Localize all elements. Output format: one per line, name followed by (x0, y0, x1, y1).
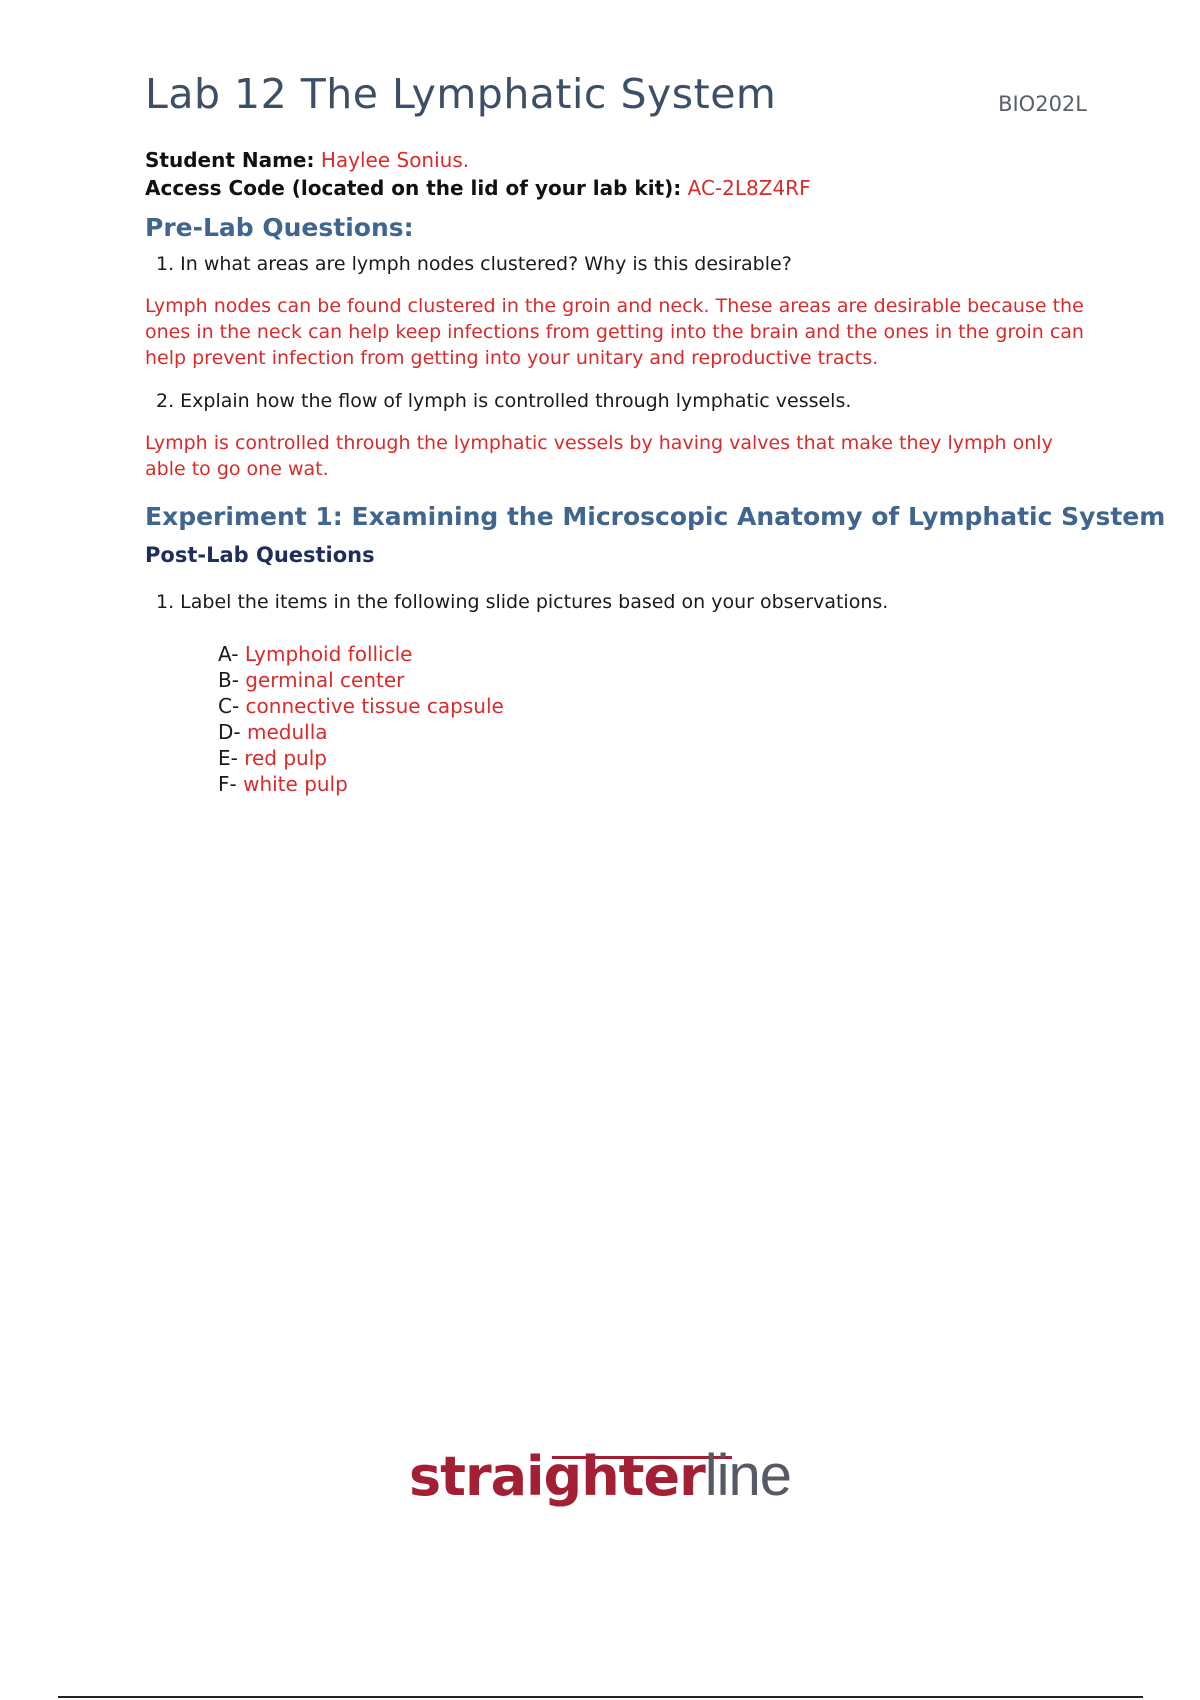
label-letter: E- (218, 746, 238, 770)
logo-light-text: line (704, 1443, 791, 1508)
label-item-e (218, 745, 504, 771)
course-code: BIO202L (998, 92, 1087, 116)
postlab-heading: Post-Lab Questions (145, 543, 375, 567)
student-info (145, 146, 811, 202)
prelab-answer-2: Lymph is controlled through the lymphatic vessels by having valves that make they lymph only able to go one wat. (145, 432, 1053, 480)
prelab-question-2: 2. Explain how the flow of lymph is controlled through lymphatic vessels. (156, 390, 852, 412)
label-answer: germinal center (245, 668, 405, 692)
postlab-question-1: 1. Label the items in the following slide pictures based on your observations. (156, 591, 889, 613)
label-letter: A- (218, 642, 239, 666)
label-item-d (218, 719, 504, 745)
page-bottom-rule (58, 1696, 1143, 1698)
label-letter: F- (218, 772, 237, 796)
prelab-answer-1: Lymph nodes can be found clustered in the groin and neck. These areas are desirable because the ones in the neck can help keep infections from getting into the brain and the ones in the groin can help prevent infection from getting into your unitary and reproductive tracts. (145, 295, 1084, 369)
straighterline-logo (0, 1442, 1200, 1509)
access-code-label: Access Code (located on the lid of your lab kit): (145, 176, 682, 200)
label-item-c (218, 693, 504, 719)
label-letter: D- (218, 720, 241, 744)
access-code-row (145, 174, 811, 202)
page-title: Lab 12 The Lymphatic System (145, 70, 777, 118)
student-name-value: Haylee Sonius. (320, 148, 470, 172)
label-item-b (218, 667, 504, 693)
student-name-label: Student Name: (145, 148, 315, 172)
student-name-row (145, 146, 811, 174)
label-answer: medulla (246, 720, 328, 744)
prelab-question-1: 1. In what areas are lymph nodes clustered? Why is this desirable? (156, 253, 792, 275)
prelab-heading: Pre-Lab Questions: (145, 213, 414, 242)
label-answer: white pulp (243, 772, 348, 796)
label-letter: C- (218, 694, 240, 718)
access-code-value: AC-2L8Z4RF (687, 176, 811, 200)
label-answer: connective tissue capsule (245, 694, 504, 718)
experiment-1-heading: Experiment 1: Examining the Microscopic Anatomy of Lymphatic System (145, 502, 1166, 531)
label-item-f (218, 771, 504, 797)
logo-bold-text: straighter (409, 1445, 705, 1508)
label-letter: B- (218, 668, 239, 692)
label-answer: red pulp (244, 746, 327, 770)
slide-label-list (218, 641, 504, 797)
label-answer: Lymphoid follicle (244, 642, 413, 666)
label-item-a (218, 641, 504, 667)
